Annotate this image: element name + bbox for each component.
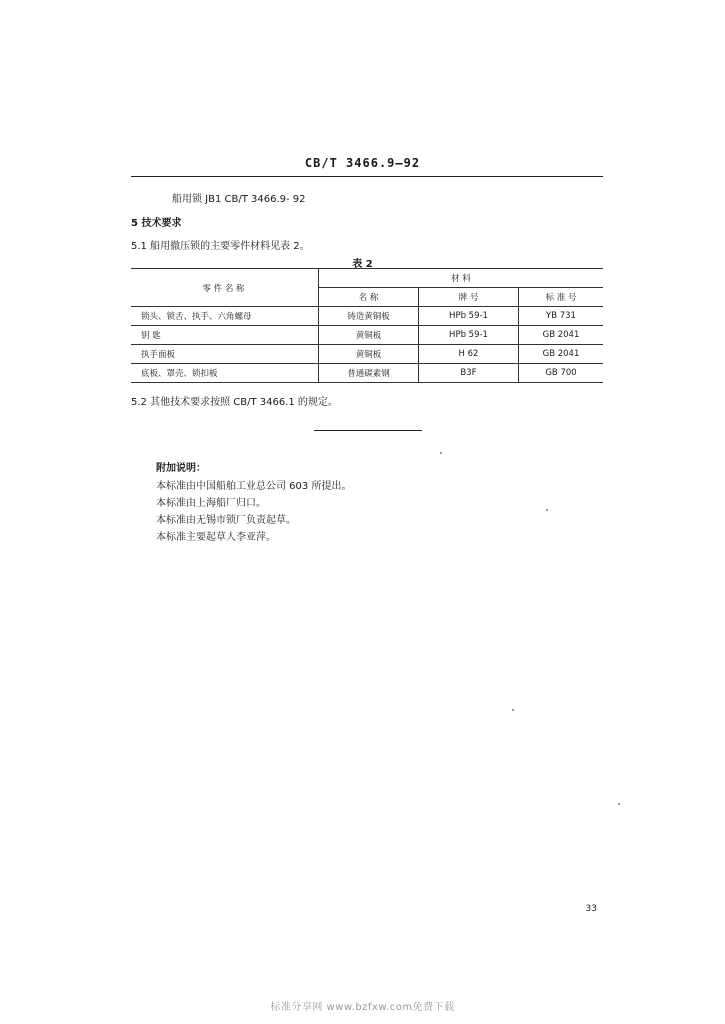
header-part-name: 零 件 名 称 xyxy=(131,269,319,307)
subheader-name: 名 称 xyxy=(319,288,419,307)
section-heading: 5 技术要求 xyxy=(131,218,182,229)
table-row xyxy=(131,326,603,345)
scan-speck xyxy=(618,803,620,805)
header-material: 材 料 xyxy=(319,269,604,288)
cell-name: 黄铜板 xyxy=(319,345,419,364)
notes-line: 本标准主要起草人李亚萍。 xyxy=(156,532,276,543)
cell-name: 普通碳素钢 xyxy=(319,364,419,383)
cell-part: 底板、罩壳、锁扣板 xyxy=(131,364,319,383)
end-rule xyxy=(314,430,422,431)
page-number: 33 xyxy=(585,904,597,914)
table-row xyxy=(131,364,603,383)
scan-speck xyxy=(546,509,548,511)
cell-standard: YB 731 xyxy=(519,307,604,326)
table-caption: 表 2 xyxy=(352,259,373,270)
table-header-row xyxy=(131,269,603,288)
subheader-grade: 牌 号 xyxy=(419,288,519,307)
marking-example: 船用锁 JB1 CB/T 3466.9- 92 xyxy=(172,194,306,205)
notes-line: 本标准由上海船厂归口。 xyxy=(156,498,266,509)
cell-part: 钥 匙 xyxy=(131,326,319,345)
cell-standard: GB 700 xyxy=(519,364,604,383)
cell-part: 锁头、锁舌、执手、六角螺母 xyxy=(131,307,319,326)
cell-name: 铸造黄铜板 xyxy=(319,307,419,326)
materials-table xyxy=(131,268,603,383)
notes-line: 本标准由无锡市锁厂负责起草。 xyxy=(156,515,296,526)
clause-5-2: 5.2 其他技术要求按照 CB/T 3466.1 的规定。 xyxy=(131,397,338,408)
table-row xyxy=(131,307,603,326)
cell-part: 执手面板 xyxy=(131,345,319,364)
cell-grade: HPb 59-1 xyxy=(419,307,519,326)
notes-line: 本标准由中国船舶工业总公司 603 所提出。 xyxy=(156,481,352,492)
standard-code-header: CB/T 3466.9—92 xyxy=(304,156,421,170)
clause-5-1: 5.1 船用撤压锁的主要零件材料见表 2。 xyxy=(131,241,310,252)
cell-grade: HPb 59-1 xyxy=(419,326,519,345)
watermark: 标准分享网 www.bzfxw.com免费下载 xyxy=(270,1002,455,1013)
cell-grade: H 62 xyxy=(419,345,519,364)
cell-standard: GB 2041 xyxy=(519,326,604,345)
notes-title: 附加说明： xyxy=(156,463,206,474)
cell-grade: B3F xyxy=(419,364,519,383)
scan-speck xyxy=(512,709,514,711)
table-row xyxy=(131,345,603,364)
header-rule xyxy=(131,176,603,177)
cell-name: 黄铜板 xyxy=(319,326,419,345)
subheader-standard: 标 准 号 xyxy=(519,288,604,307)
scan-speck xyxy=(440,452,442,454)
cell-standard: GB 2041 xyxy=(519,345,604,364)
